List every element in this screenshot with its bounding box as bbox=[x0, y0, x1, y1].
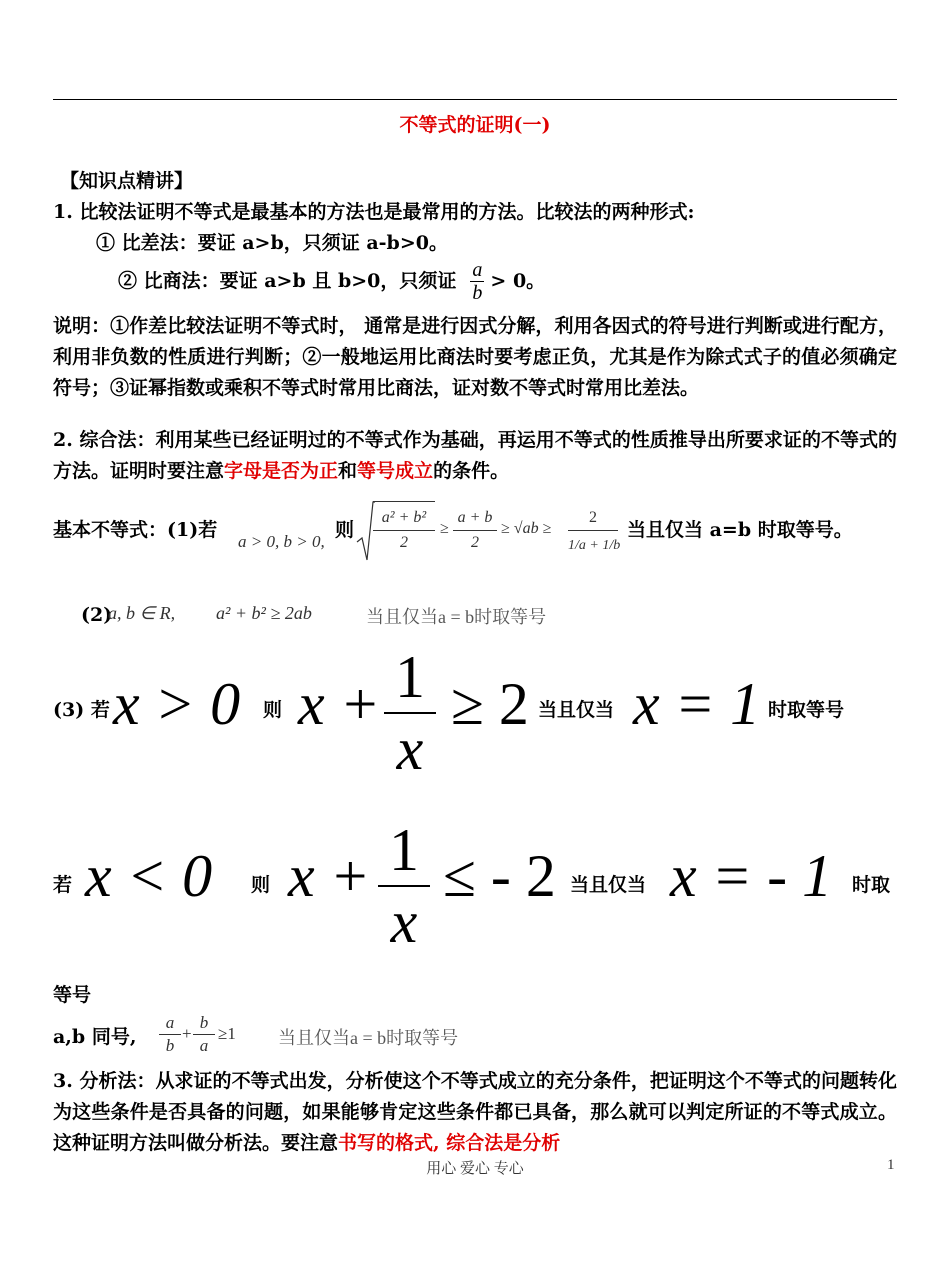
plus-sign: + bbox=[589, 538, 599, 553]
item2-paragraph bbox=[53, 425, 897, 487]
line5-plus: + bbox=[182, 1024, 192, 1043]
line2-inequality: a² + b² ≥ 2ab bbox=[216, 603, 312, 623]
line4-fraction bbox=[378, 815, 430, 957]
line4-lhs: x + bbox=[288, 843, 371, 909]
fraction-denominator: 2 bbox=[471, 534, 479, 551]
line4-relation: ≤ - 2 bbox=[443, 843, 556, 909]
fraction-numerator: 1 bbox=[378, 815, 430, 887]
arithmetic-mean-fraction bbox=[453, 506, 497, 555]
item1-sub2-suffix: > 0。 bbox=[490, 270, 546, 292]
item2-red-equality: 等号成立 bbox=[357, 460, 434, 482]
line5-label: a,b 同号, bbox=[53, 1026, 137, 1048]
fraction-numerator: a² + b² bbox=[373, 506, 435, 531]
line3-condition bbox=[113, 670, 240, 739]
item3-red-text: 书写的格式, 综合法是分析 bbox=[338, 1132, 561, 1154]
item1-sub1: ① 比差法：要证 a>b，只须证 a-b>0。 bbox=[96, 232, 448, 254]
line2-condition: 当且仅当a = b时取等号 bbox=[366, 607, 547, 627]
page-footer: 用心 爱心 专心 bbox=[426, 1161, 524, 1177]
harmonic-mean-fraction bbox=[568, 506, 621, 557]
reciprocal-b: 1/b bbox=[602, 538, 621, 553]
fraction-denominator: b bbox=[165, 1036, 175, 1055]
line3-tail: 时取等号 bbox=[768, 699, 845, 721]
line3-when: 当且仅当 bbox=[538, 699, 615, 721]
item1-sub2-prefix: ② 比商法：要证 a>b 且 b>0，只须证 bbox=[118, 270, 457, 292]
item1-text: 1. 比较法证明不等式是最基本的方法也是最常用的方法。比较法的两种形式: bbox=[53, 201, 695, 223]
item1-sub2-fraction bbox=[470, 259, 484, 304]
sqrt-bar bbox=[373, 501, 435, 502]
page-number: 1 bbox=[887, 1157, 895, 1173]
line4-tail2: 等号 bbox=[53, 984, 92, 1006]
item3-text: 3. 分析法：从求证的不等式出发，分析使这个不等式成立的充分条件，把证明这个不等式的问题转化为这些条件是否具备的问题，如果能够肯定这些条件都已具备，那么就可以判定所证的不等式成立。这种证明方法叫做分析法。要注意 bbox=[53, 1070, 897, 1154]
line5-ge: ≥1 bbox=[218, 1024, 236, 1043]
fraction-numerator: 1 bbox=[384, 642, 436, 714]
line3-lhs: x + bbox=[298, 671, 381, 737]
fraction-denominator: x bbox=[390, 889, 418, 955]
basic-tail: 当且仅当 a=b 时取等号。 bbox=[627, 519, 853, 541]
line3-label: (3) 若 bbox=[53, 699, 110, 721]
quadratic-mean-fraction bbox=[373, 506, 435, 555]
fraction-numerator: b bbox=[193, 1012, 215, 1035]
line5-fraction-1 bbox=[159, 1012, 181, 1057]
fraction-denominator: b bbox=[472, 282, 483, 304]
fraction-numerator: 2 bbox=[568, 506, 618, 531]
line4-when: 当且仅当 bbox=[570, 874, 647, 896]
item3-paragraph bbox=[53, 1066, 897, 1159]
basic-then: 则 bbox=[335, 519, 355, 541]
line5-condition: 当且仅当a = b时取等号 bbox=[278, 1028, 459, 1048]
line4-label: 若 bbox=[53, 874, 73, 896]
line4-then: 则 bbox=[251, 874, 271, 896]
header-rule bbox=[53, 99, 897, 100]
line2-label: (2) bbox=[81, 604, 113, 626]
line4-tail: 时取 bbox=[852, 874, 891, 896]
geometric-mean: ≥ √ab ≥ bbox=[501, 520, 552, 537]
line3-relation: ≥ 2 bbox=[451, 671, 529, 737]
ge-symbol-1: ≥ bbox=[440, 520, 449, 537]
line2-math: a, b ∈ R, bbox=[108, 603, 176, 623]
fraction-denominator: x bbox=[396, 716, 424, 782]
line3-then: 则 bbox=[263, 699, 283, 721]
line4-condition: x < 0 bbox=[85, 843, 213, 909]
line5-fraction-2 bbox=[193, 1012, 215, 1057]
sqrt-sign bbox=[355, 500, 375, 566]
item1-sub2 bbox=[118, 259, 545, 304]
fraction-denominator: a bbox=[199, 1036, 209, 1055]
line3-equality: x = 1 bbox=[633, 671, 761, 737]
item2-text-b: 的条件。 bbox=[433, 460, 510, 482]
basic-condition: a > 0, b > 0, bbox=[238, 532, 325, 551]
line3-fraction bbox=[384, 642, 436, 784]
fraction-denominator bbox=[568, 535, 621, 557]
fraction-denominator: 2 bbox=[400, 534, 408, 551]
note-paragraph: 说明：①作差比较法证明不等式时， 通常是进行因式分解，利用各因式的符号进行判断或进行配方，利用非负数的性质进行判断；②一般地运用比商法时要考虑正负，尤其是作为除式式子的值必须确定符号；③证幂指数或乘积不等式时常用比商法，证对数不等式时常用比差法。 bbox=[53, 315, 897, 399]
item2-red-positive: 字母是否为正 bbox=[224, 460, 339, 482]
fraction-numerator: a bbox=[472, 259, 483, 281]
page-title: 不等式的证明(一) bbox=[399, 114, 551, 136]
item2-text-a: 2. 综合法：利用某些已经证明过的不等式作为基础，再运用不等式的性质推导出所要求证的不等式的方法。证明时要注意 bbox=[53, 429, 897, 482]
line3-condition-text: x > 0 bbox=[113, 671, 241, 737]
fraction-numerator: a bbox=[159, 1012, 181, 1035]
section-heading: 【知识点精讲】 bbox=[60, 170, 194, 192]
fraction-numerator: a + b bbox=[453, 506, 497, 531]
item2-mid: 和 bbox=[338, 460, 358, 482]
reciprocal-a: 1/a bbox=[568, 538, 586, 553]
line4-equality: x = - 1 bbox=[670, 843, 833, 909]
basic-label: 基本不等式：(1)若 bbox=[53, 519, 218, 541]
